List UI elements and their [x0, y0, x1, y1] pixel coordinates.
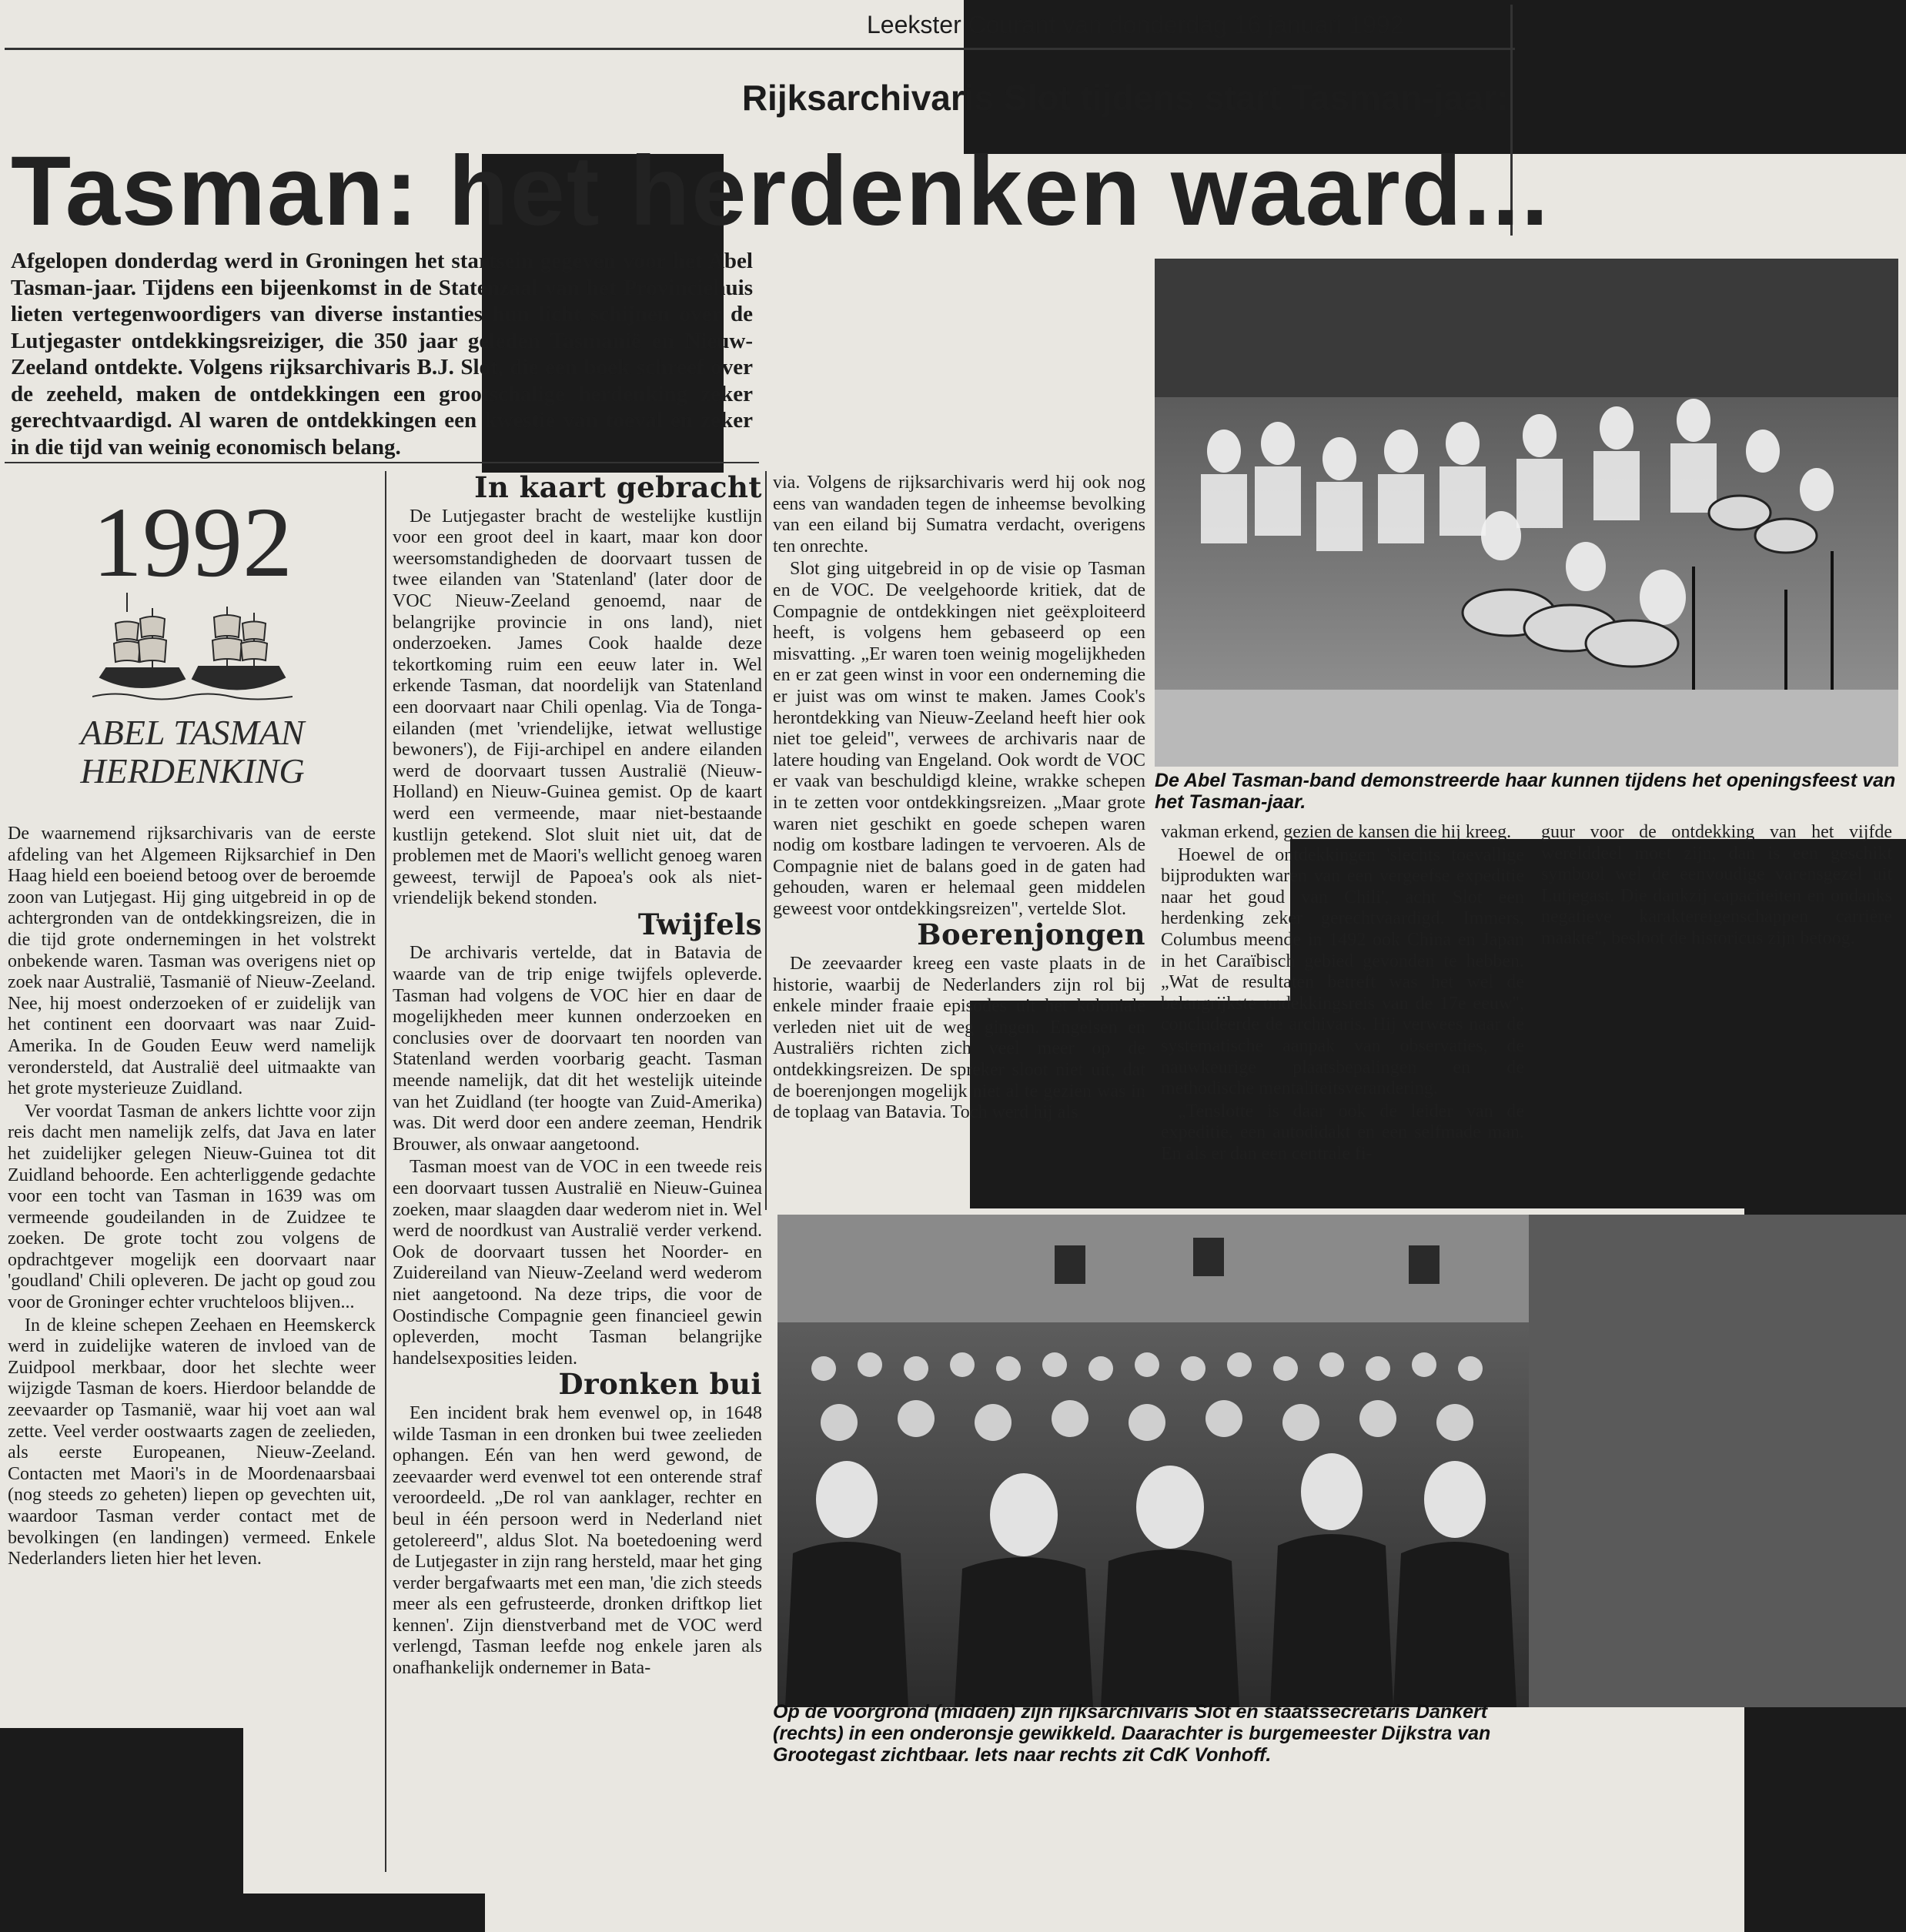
column-1: [8, 824, 376, 1572]
heading-twijfels: Twijfels: [637, 907, 762, 941]
heading-dronken-bui: Dronken bui: [558, 1367, 762, 1402]
heading-boerenjongen: Boerenjongen: [917, 918, 1145, 952]
kicker: Rijksarchivaris Slot tijdens start Tasman-jaar:: [741, 78, 1509, 118]
intro-lead: Afgelopen donderdag werd in Groningen het startsein gegeven voor het Abel Tasman-jaar. Tijdens een bijeenkomst in de Statenzaal van het Provinciehuis lieten vertegenwoordigers van diverse instanties hun licht schijnen over de Lutjegaster ontdekkingsreiziger, die 350 jaar geleden Tasmanië en Nieuw-Zeeland ontdekte. Volgens rijksarchivaris B.J. Slot, die een boek schreef over de zeeheld, maken de ontdekkingen een grootschalige herdenking zeker gerechtvaardigd. Al waren de ontdekkingen een kwestie van toeval en zeker in die tijd van weinig economisch belang.: [11, 249, 753, 460]
col4-para-3: „Tenslotte is daar ook de leider van de expeditie, een autodidakt en een selfmade man. En als er dan een centrale fi-: [1161, 1101, 1524, 1164]
band-photo-caption: De Abel Tasman-band demonstreerde haar kunnen tijdens het openingsfeest van het Tasman-jaar.: [1155, 770, 1896, 813]
masthead-rule: [5, 48, 1515, 50]
band-photo-image: [1155, 259, 1898, 767]
col4-para-2: Hoewel de ontdekkingen 'slechts toevallige bijprodukten waren van een vergeefse expeditie naar het goud van Chili', acht Slot een herdenking zeker gerechtvaardigd. Immers, Columbus meende in 1492 ook China en Japan in het Caraïbisch gebied gevonden te hebben. „Wat de resultaten betreft was het wel de belangrijkste ondekkingsreis van de 17e eeuw", concludeerde de archivaris. Hij verwees naar de systematische aanpak van observaties, de nauwkeurige plaatsbepalingen en de methodische mentaliteitsverandering.: [1161, 844, 1524, 1099]
headline: Tasman: het herdenken waard...: [11, 136, 1550, 246]
col2-para-2: De archivaris vertelde, dat in Batavia de waarde van de trip enige twijfels opleverde. Tasman had volgens de VOC hier en daar de mogelijkheden meer kunnen onderzoeken en conclusies over de doorvaart ten noorden van Statenland werden voorbarig geacht. Tasman meende namelijk, dat dit het westelijk uiteinde van het Zuidland (ter hoogte van Zuid-Amerika) was. Dit werd door een andere zeeman, Hendrik Brouwer, als onwaar aangetoond.: [393, 943, 762, 1155]
col3-para-2: Slot ging uitgebreid in op de visie op Tasman en de VOC. De veelgehoorde kritiek, dat de Compagnie de ontdekkingen niet geëxploiteerd heeft, is volgens hem gebaseerd op een misvatting. „Er waren toen weinig mogelijkheden en er zat geen winst in voor een onderneming die er juist was om winst te maken. James Cook's herontdekking van Nieuw-Zeeland heeft hier ook niet toe geleid", verwees de archivaris naar de latere houding van Engeland. Ook wordt de VOC er vaak van beschuldigd kleine, wrakke schepen in te zetten voor ontdekkingsreizen. „Maar grote waren niet geschikt en goede schepen waren nodig om kostbare ladingen te vervoeren. Als de Compagnie niet de balans goed in de gaten had gehouden, waren er helemaal geen middelen geweest voor ontdekkingsreizen", vertelde Slot.: [773, 559, 1145, 919]
col1-para-3: In de kleine schepen Zeehaen en Heemskerck werd in zuidelijke wateren de invloed van de Zuidpool merkbaar, door het slechte weer wijzigde Tasman de koers. Hierdoor belandde de zeevaarder op Tasmanië, waar hij voet aan wal zette. Veel verder oostwaarts zagen de zeelieden, als eerste Europeanen, Nieuw-Zeeland. Contacten met Maori's in de Moordenaarsbaai (nog steeds zo geheten) liepen op gevechten uit, waardoor Tasman verder contact met de bevolkingen (en landingen) vermeed. Enkele Nederlanders lieten hier het leven.: [8, 1315, 376, 1569]
heading-in-kaart-gebracht: In kaart gebracht: [474, 470, 762, 504]
audience-photo-frame: [777, 1215, 1529, 1707]
band-photo: [1155, 259, 1898, 767]
col1-para-1: De waarnemend rijksarchivaris van de eerste afdeling van het Algemeen Rijksarchief in Den Haag hield een boeiend betoog over de beroemde zoon van Lutjegast. Hij ging uitgebreid in op de achtergronden van de ontdekkingsreizen, die in die tijd grote ondernemingen in het volstrekt onbekende waren. Tasman was overigens niet op zoek naar Australië, Tasmanië of Nieuw-Zeeland. Nee, hij moest onderzoeken of er zuidelijk van het continent een doorvaart was naar Zuid-Amerika. In de Gouden Eeuw werd namelijk verondersteld, dat Australië deel uitmaakte van het grote mysterieuze Zuidland.: [8, 824, 376, 1099]
col2-para-4: Een incident brak hem evenwel op, in 1648 wilde Tasman in een dronken bui twee zeelieden ophangen. Eén van hen werd gewond, de zeevaarder werd evenwel tot een onterende straf veroordeeld. „De rol van aanklager, rechter en beul in één persoon werd in Nederland niet getolereerd", aldus Slot. Na boetedoening werd de Lutjegaster in zijn rang hersteld, maar het ging verder bergafwaarts met een man, 'die zich steeds meer als een gefrusteerde, dronken driftkop liet kennen'. Zijn dienstverband met de VOC werd verlengd, Tasman leefde nog enkele jaren als onafhankelijk ondernemer in Bata-: [393, 1402, 762, 1679]
col2-para-3: Tasman moest van de VOC in een tweede reis een doorvaart tussen Australië en Nieuw-Guinea zoeken, maar slaagden daar wederom niet in. Wel werd de noordkust van Australië verder verkend. Ook de doorvaart tussen het Noorder- en Zuidereiland van Nieuw-Zeeland werd wederom niet aangetoond. Na deze trips, die voor de Oostindische Compagnie geen financieel gewin opleverden, mocht Tasman belangrijke handelsexposities leiden.: [393, 1157, 762, 1369]
col3-para-1: via. Volgens de rijksarchivaris werd hij ook nog eens van wandaden tegen de inheemse bevolking van een eiland bij Sumatra verdacht, overigens ten onrechte.: [773, 473, 1145, 557]
col3-rule: [765, 471, 767, 1210]
ships-icon: [92, 593, 293, 708]
col3-para-3: De zeevaarder kreeg een vaste plaats in de historie, waarbij de Nederlanders zijn rol bij enkele minder fraaie episodes uit het koloniale verleden niet uit de weg gingen. Engelsen en Australiërs richten zich veel meer op de ontdekkingsreizen. De spreker sloot niet uit, dat de boerenjongen mogelijk niet al te gezien was in de toplaag van Batavia. Toch werd hij als: [773, 954, 1145, 1123]
column-3: [773, 473, 1145, 1125]
column-2: [393, 470, 762, 1681]
col4-para-1: vakman erkend, gezien de kansen die hij kreeg.: [1161, 822, 1512, 842]
logo-line2: HERDENKING: [80, 751, 305, 791]
col5-para-1: guur voor de ontdekking van het vijfde werelddeel moet zijn, dan is een geschikt symbool wel de eenvoudige varensgezel uit Lutjegast. Die dankzij capaciteiten en ondanks negatieve karaktereigenschappen carrière maakte", besloot de historicus zijn betoog.: [1541, 822, 1892, 948]
column-4: [1161, 822, 1524, 1167]
column-5: [1541, 822, 1892, 951]
audience-photo-caption: Op de voorgrond (midden) zijn rijksarchivaris Slot en staatssecretaris Dankert (rechts) in een onderonsje gewikkeld. Daarachter is burgemeester Dijkstra van Grootegast zichtbaar. Iets naar rechts zit CdK Vonhoff.: [773, 1701, 1491, 1766]
masthead: Leekster Courant van donderdag 16 januari 1992: [867, 11, 1404, 38]
col2-para-1: De Lutjegaster bracht de westelijke kustlijn voor een groot deel in kaart, maar kon door weersomstandigheden de doorvaart tussen de twee eilanden van 'Statenland' (later door de VOC Nieuw-Zeeland genoemd, naar de belangrijke provincie in ons land), niet onderzoeken. James Cook haalde deze tekortkoming ruim een eeuw later in. Wel erkende Tasman, dat noordelijk van Statenland een doorvaart naar Chili openlag. Via de Tonga-eilanden (met 'vriendelijke, ietwat wellustige bewoners'), de Fiji-archipel en andere eilanden werd de doorvaart tussen Australië (Nieuw-Holland) en Nieuw-Guinea gemist. Op de kaart werd een vermeende, maar niet-bestaande kustlijn getekend. Slot sluit niet uit, dat de problemen met de Maori's wellicht genoeg waren geweest, terwijl de Papoea's ook als niet-vriendelijk bekend stonden.: [393, 506, 762, 909]
col2-rule: [385, 471, 386, 1872]
logo-year: 1992: [92, 487, 293, 598]
logo-line1: ABEL TASMAN: [80, 713, 305, 752]
audience-photo-image: [777, 1215, 1529, 1707]
logo: [69, 487, 316, 801]
col1-para-2: Ver voordat Tasman de ankers lichtte voor zijn reis dacht men namelijk zelfs, dat Java en later het zuidelijker gelegen Nieuw-Guinea tot dit Zuidland behoorde. Een achterliggende gedachte voor een tocht van Tasman in 1639 was om vermeende goudeilanden in de Zuidzee te zoeken. De grote tocht zou volgens de opdrachtgever mogelijk een doorvaart naar 'goudland' Chili opleveren. De jacht op goud zou voor de Groninger echter vruchteloos blijven...: [8, 1101, 376, 1313]
intro-rule: [5, 462, 759, 463]
